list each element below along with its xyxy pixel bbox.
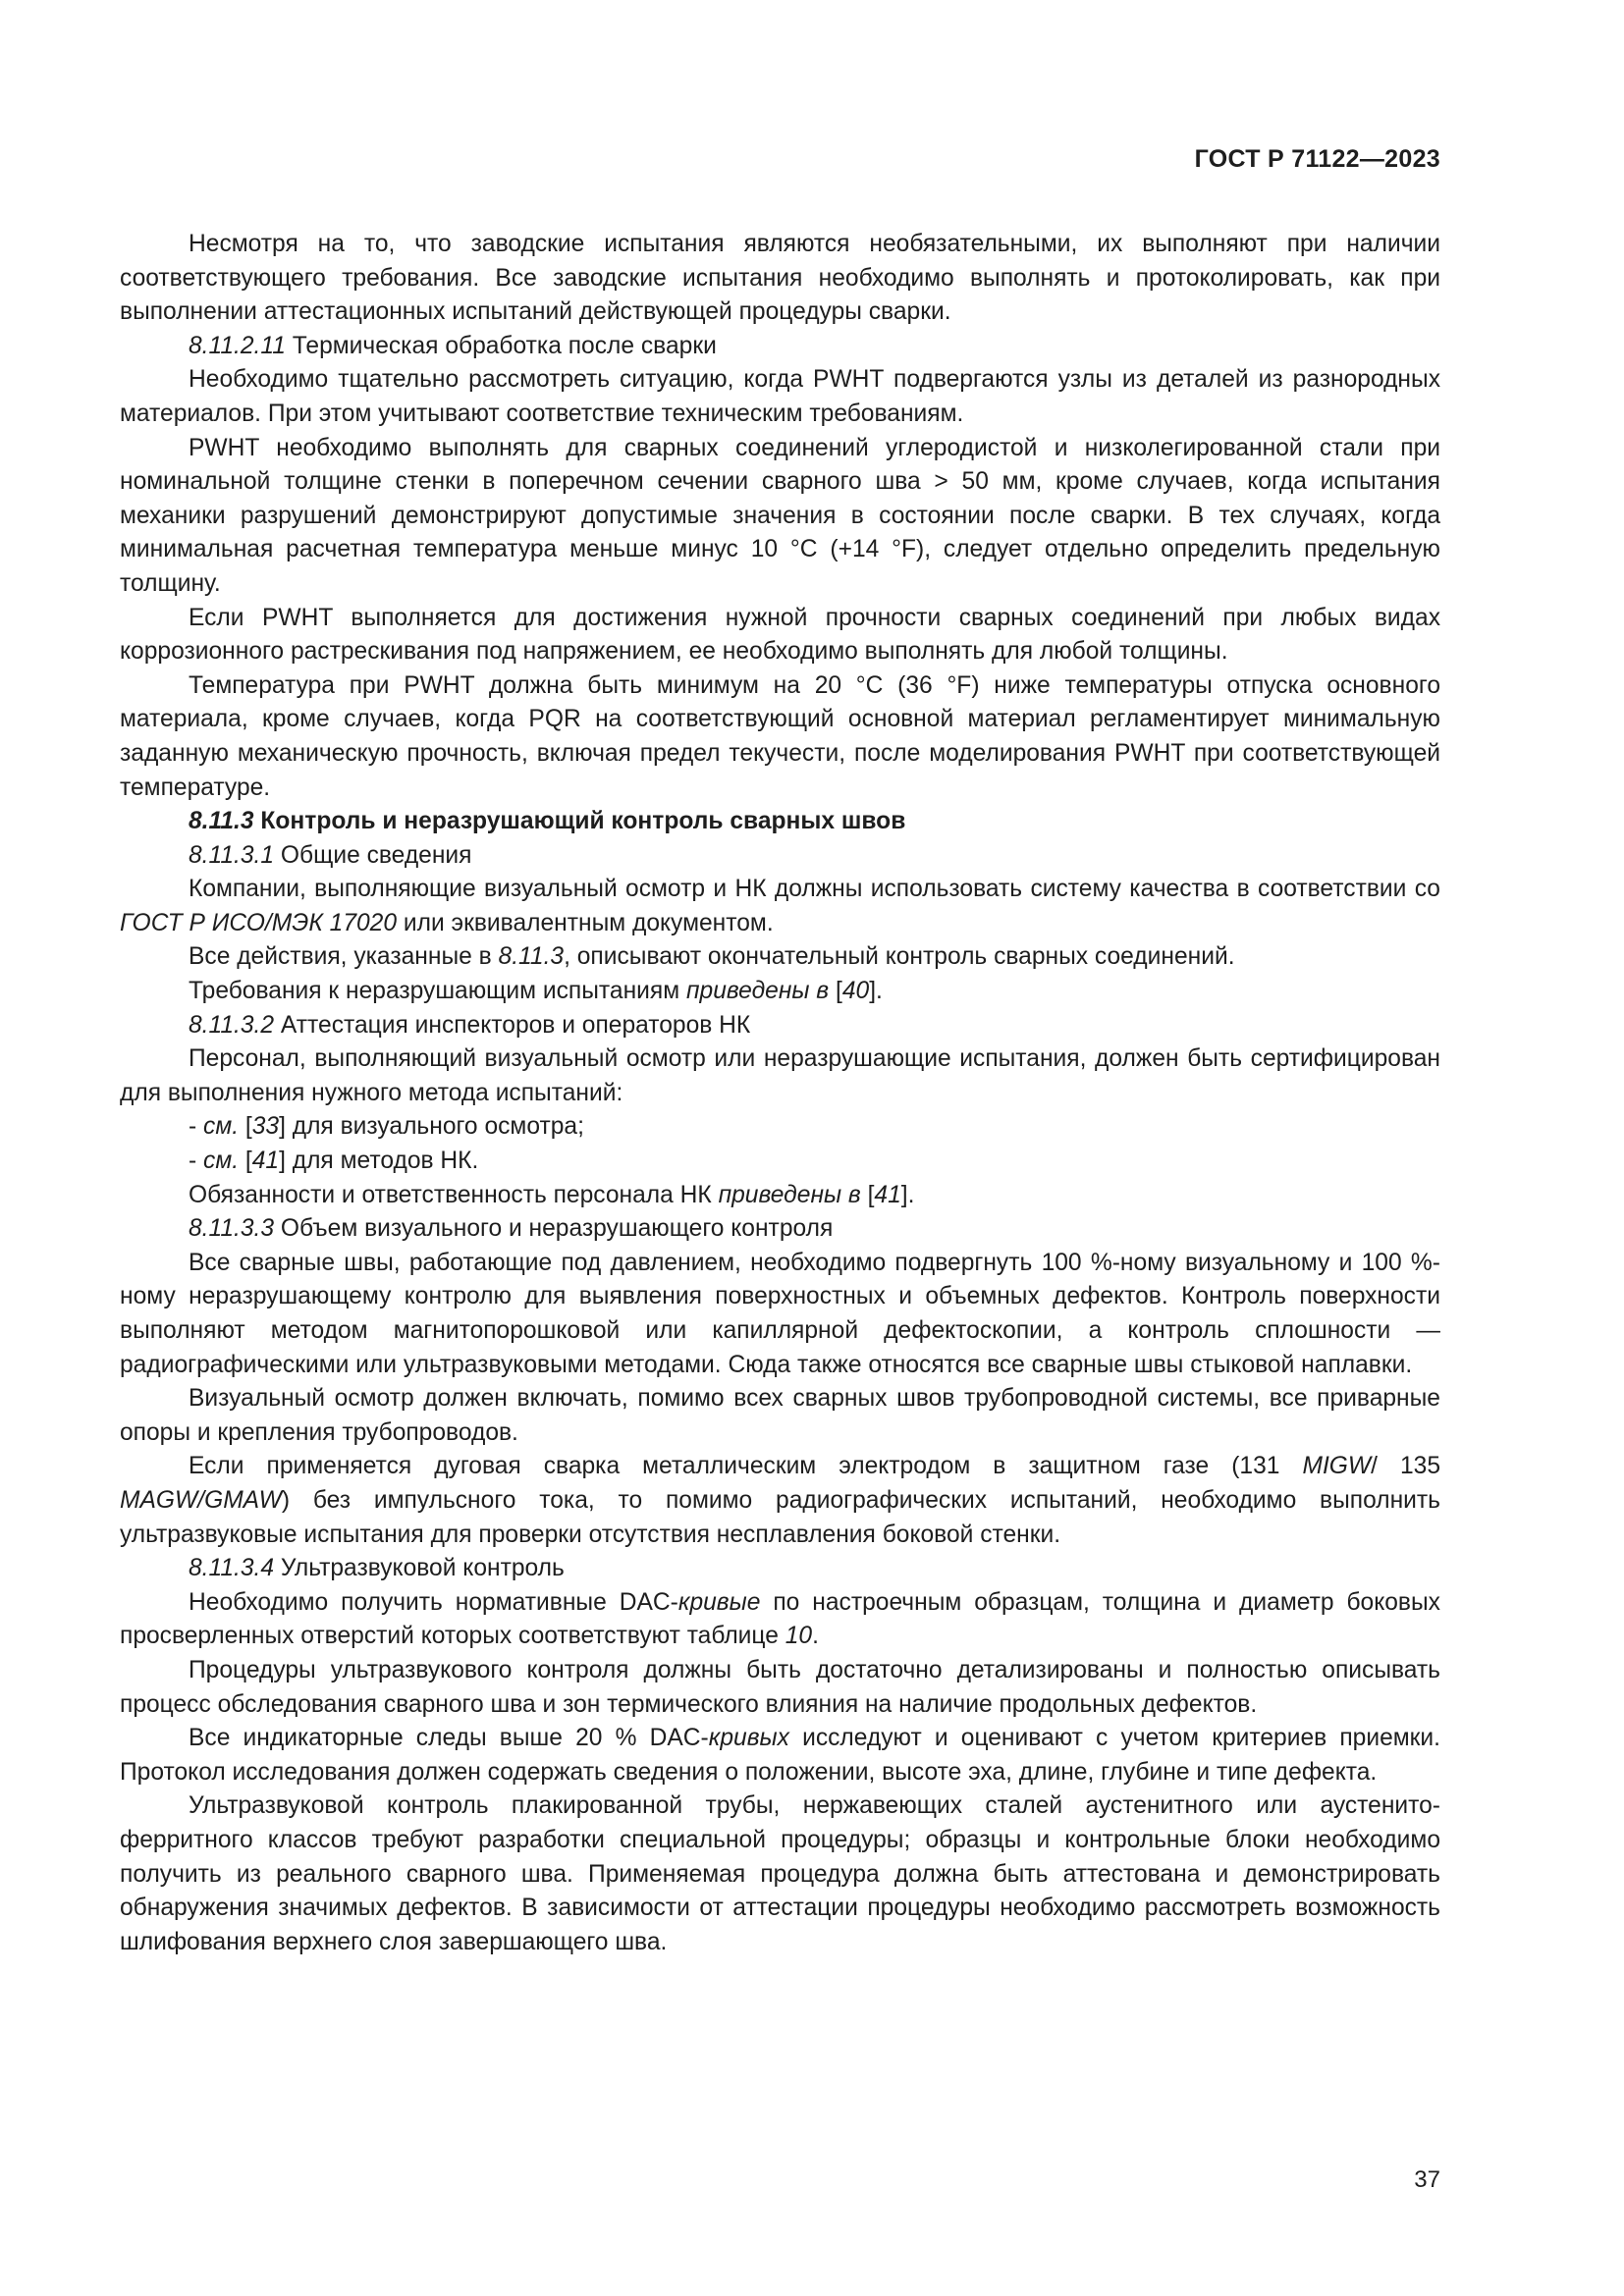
paragraph: Визуальный осмотр должен включать, помимо всех сварных швов трубопроводной системы, все приварные опоры и крепления трубопроводов. (120, 1385, 1440, 1446)
bibliography-reference: 40 (841, 978, 870, 1005)
text-run: [ (239, 1148, 252, 1175)
section-title: Термическая обработка после сварки (285, 332, 717, 359)
text-run: ]. (869, 978, 883, 1005)
paragraph (120, 975, 1440, 1009)
text-run: или эквивалентным документом. (397, 909, 774, 936)
reference-phrase: приведены в (685, 978, 830, 1005)
paragraph: Процедуры ультразвукового контроля должны быть достаточно детализированы и полностью описывать процесс обследования сварного шва и зон термического влияния на наличие продольных дефектов. (120, 1656, 1440, 1718)
section-heading (120, 805, 1440, 839)
text-run: Компании, выполняющие визуальный осмотр и НК должны использовать систему качества в соответствии со (189, 876, 1440, 903)
list-dash: - (189, 1113, 204, 1141)
text-run: по настроечным образцам, толщина и диаметр боковых просверленных отверстий которых соответствуют таблице (120, 1588, 1440, 1650)
text-run: ) без импульсного тока, то помимо радиографических испытаний, необходимо выполнить ультразвуковые испытания для проверки отсутствия несплавления боковой стенки. (120, 1486, 1440, 1548)
bibliography-reference: 41 (251, 1148, 280, 1175)
process-code: MAGW/GMAW (120, 1486, 282, 1514)
text-run: Обязанности и ответственность персонала НК (189, 1181, 719, 1208)
list-item (120, 1110, 1440, 1145)
text-run: Все индикаторные следы выше 20 % DAC- (189, 1725, 709, 1752)
list-dash: - (189, 1148, 204, 1175)
section-heading (120, 330, 1440, 364)
section-number: 8.11.3 (189, 808, 254, 835)
section-heading (120, 1009, 1440, 1043)
text-run: Если применяется дуговая сварка металлическим электродом в защитном газе (131 (189, 1453, 1303, 1480)
see-reference: см. (203, 1113, 240, 1141)
process-code: MIGW (1302, 1453, 1372, 1480)
text-run: / 135 (1371, 1453, 1441, 1480)
section-title: Контроль и неразрушающий контроль сварных швов (253, 808, 906, 835)
paragraph: Все сварные швы, работающие под давлением, необходимо подвергнуть 100 %-ному визуальному и 100 %-ному неразрушающему контролю для выявления поверхностных и объемных дефектов. Контроль поверхности выполняют методом магнитопорошковой или капиллярной дефектоскопии, а контроль сплошности — радиографическими или ультразвуковыми методами. Сюда также относятся все сварные швы стыковой наплавки. (120, 1249, 1440, 1378)
section-number: 8.11.3.1 (189, 841, 275, 869)
text-run: ] для визуального осмотра; (279, 1113, 584, 1141)
text-run: . (812, 1623, 819, 1650)
document-header: ГОСТ Р 71122—2023 (1194, 145, 1440, 173)
text-run: ]. (900, 1181, 915, 1208)
text-run: [ (860, 1181, 875, 1208)
section-number: 8.11.2.11 (189, 332, 286, 359)
text-run: Все действия, указанные в (189, 943, 499, 971)
paragraph (120, 1586, 1440, 1654)
paragraph: Несмотря на то, что заводские испытания являются необязательными, их выполняют при наличии соответствующего требования. Все заводские испытания необходимо выполнять и протоколировать, как при выполнении аттестационных испытаний действующей процедуры сварки. (120, 231, 1440, 326)
paragraph: Если PWHT выполняется для достижения нужной прочности сварных соединений при любых видах коррозионного растрескивания под напряжением, ее необходимо выполнять для любой толщины. (120, 604, 1440, 666)
text-run: , описывают окончательный контроль сварных соединений. (564, 943, 1235, 971)
text-run: исследуют и оценивают с учетом критериев приемки. Протокол исследования должен содержать сведения о положении, высоте эха, длине, глубине и типе дефекта. (120, 1725, 1440, 1786)
section-heading (120, 1212, 1440, 1247)
text-run: Необходимо получить нормативные DAC- (189, 1588, 678, 1616)
page-number: 37 (1414, 2166, 1440, 2193)
paragraph: Ультразвуковой контроль плакированной трубы, нержавеющих сталей аустенитного или аустенито-ферритного классов требуют разработки специальной процедуры; образцы и контрольные блоки необходимо получить из реального сварного шва. Применяемая процедура должна быть аттестована и демонстрировать обнаружения значимых дефектов. В зависимости от аттестации процедуры необходимо рассмотреть возможность шлифования верхнего слоя завершающего шва. (120, 1792, 1440, 1955)
standard-reference: ГОСТ Р ИСО/МЭК 17020 (120, 909, 398, 936)
paragraph: Температура при PWHT должна быть минимум на 20 °С (36 °F) ниже температуры отпуска основного материала, кроме случаев, когда PQR на соответствующий основной материал регламентирует минимальную заданную механическую прочность, включая предел текучести, после моделирования PWHT при соответствующей температуре. (120, 671, 1440, 801)
section-title: Ультразвуковой контроль (274, 1555, 565, 1582)
text-run: Требования к неразрушающим испытаниям (189, 978, 686, 1005)
paragraph (120, 1179, 1440, 1213)
text-run: [ (829, 978, 842, 1005)
section-title: Аттестация инспекторов и операторов НК (274, 1011, 751, 1039)
section-heading (120, 1552, 1440, 1586)
text-run: [ (239, 1113, 252, 1141)
section-number: 8.11.3.3 (189, 1215, 275, 1243)
section-number: 8.11.3.4 (189, 1555, 275, 1582)
term: кривых (708, 1725, 789, 1752)
text-run: ] для методов НК. (279, 1148, 479, 1175)
section-title: Объем визуального и неразрушающего контроля (274, 1215, 834, 1243)
reference-phrase: приведены в (718, 1181, 861, 1208)
section-title: Общие сведения (274, 841, 472, 869)
section-reference: 8.11.3 (498, 943, 565, 971)
bibliography-reference: 33 (251, 1113, 280, 1141)
document-body (120, 228, 1440, 1959)
paragraph (120, 940, 1440, 975)
paragraph (120, 873, 1440, 940)
paragraph (120, 1450, 1440, 1552)
bibliography-reference: 41 (874, 1181, 901, 1208)
paragraph: Необходимо тщательно рассмотреть ситуацию, когда PWHT подвергаются узлы из деталей из разнородных материалов. При этом учитывают соответствие техническим требованиям. (120, 366, 1440, 427)
section-number: 8.11.3.2 (189, 1011, 275, 1039)
see-reference: см. (203, 1148, 240, 1175)
paragraph: Персонал, выполняющий визуальный осмотр или неразрушающие испытания, должен быть сертифицирован для выполнения нужного метода испытаний: (120, 1045, 1440, 1106)
paragraph: PWHT необходимо выполнять для сварных соединений углеродистой и низколегированной стали при номинальной толщине стенки в поперечном сечении сварного шва > 50 мм, кроме случаев, когда испытания механики разрушений демонстрируют допустимые значения в состоянии после сварки. В тех случаях, когда минимальная расчетная температура меньше минус 10 °С (+14 °F), следует отдельно определить предельную толщину. (120, 434, 1440, 597)
paragraph (120, 1722, 1440, 1789)
term: кривые (677, 1588, 761, 1616)
list-item (120, 1145, 1440, 1179)
section-heading (120, 839, 1440, 874)
table-reference: 10 (785, 1623, 813, 1650)
